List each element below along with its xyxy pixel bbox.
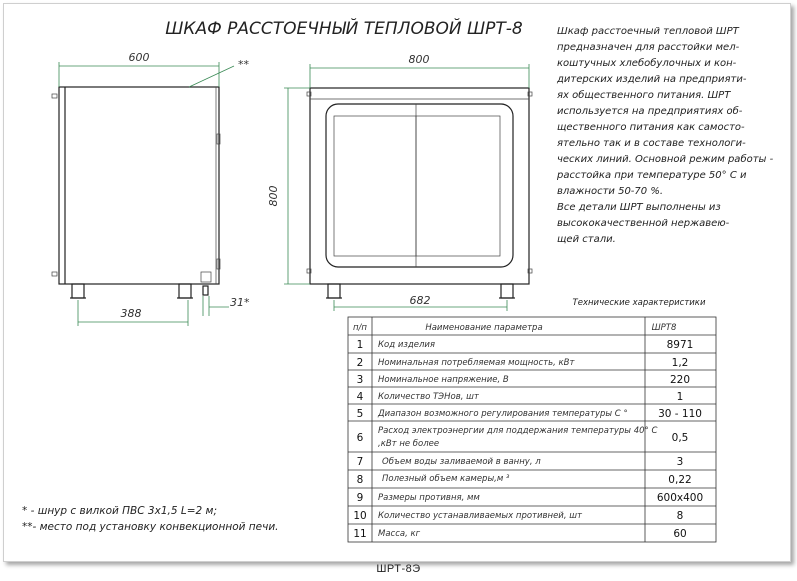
table-row-value: 60 — [673, 528, 687, 540]
description-block — [556, 26, 774, 245]
note-oven-place: **- место под установку конвекционной печи. — [22, 521, 279, 533]
description-line: ческих линий. Основной режим работы - — [557, 154, 774, 165]
dim-side-width: 600 — [128, 51, 150, 64]
table-row-number: 6 — [356, 432, 364, 444]
table-row-number: 7 — [356, 456, 364, 468]
table-row-value: 8971 — [666, 339, 694, 351]
table-row-number: 4 — [356, 391, 364, 403]
table-row-param: Номинальное напряжение, В — [378, 375, 509, 385]
description-line: влажности 50-70 %. — [557, 186, 663, 197]
table-row-value: 600х400 — [656, 492, 704, 504]
description-line: высококачественной нержавею- — [557, 218, 730, 229]
description-line: щественного питания как самосто- — [557, 122, 745, 133]
description-line: предназначен для расстойки мел- — [557, 42, 740, 53]
table-row-param: Объем воды заливаемой в ванну, л — [382, 457, 541, 467]
front-view — [307, 88, 532, 298]
table-row-value: 0,5 — [671, 432, 689, 444]
description-line: ях общественного питания. ШРТ — [557, 90, 731, 101]
table-row-param: Код изделия — [378, 340, 436, 350]
dim-plug-offset: 31* — [230, 296, 250, 309]
table-row-number: 10 — [353, 510, 367, 522]
table-row-value: 0,22 — [668, 474, 692, 486]
dim-note-mark: ** — [238, 58, 249, 71]
table-row-param: Масса, кг — [378, 529, 421, 539]
description-line: щей стали. — [557, 234, 616, 245]
table-header: ШРТ8 — [651, 323, 677, 333]
table-row-value: 8 — [676, 510, 684, 522]
dim-side-depth: 388 — [120, 307, 142, 320]
table-row-number: 1 — [356, 339, 364, 351]
table-row-param: Расход электроэнергии для поддержания температуры 40° С — [378, 426, 658, 436]
table-row-param: Полезный объем камеры,м ³ — [382, 474, 510, 484]
description-line: коштучных хлебобулочных и кон- — [557, 58, 737, 69]
spec-table — [348, 317, 716, 542]
table-row-value: 1,2 — [671, 357, 689, 369]
description-line: ятельно так и в составе технологи- — [557, 138, 746, 149]
table-header: п/п — [353, 323, 367, 333]
table-row-number: 2 — [356, 357, 364, 369]
side-view — [52, 87, 220, 298]
drawing-sheet — [3, 3, 791, 562]
table-row-number: 9 — [356, 492, 364, 504]
description-line: используется на предприятиях об- — [557, 106, 743, 117]
image-caption: ШРТ-8Э — [376, 563, 421, 575]
table-row-number: 8 — [356, 474, 364, 486]
dim-front-inner: 682 — [409, 294, 431, 307]
table-row-value: 30 - 110 — [658, 408, 702, 420]
note-cord: * - шнур с вилкой ПВС 3х1,5 L=2 м; — [22, 505, 217, 517]
table-row-param: Размеры противня, мм — [378, 493, 480, 503]
table-row-param: Количество ТЭНов, шт — [378, 392, 479, 402]
dim-height: 800 — [267, 185, 280, 207]
table-row-value: 220 — [669, 374, 691, 386]
technical-drawing — [4, 4, 790, 561]
table-row-value: 1 — [676, 391, 684, 403]
description-line: расстойка при температуре 50° С и — [557, 170, 747, 181]
front-dimensions — [267, 53, 529, 311]
table-row-param: Количество устанавливаемых противней, шт — [378, 511, 582, 521]
description-line: Все детали ШРТ выполнены из — [557, 202, 721, 213]
side-dimensions — [59, 51, 250, 326]
description-line: Шкаф расстоечный тепловой ШРТ — [557, 26, 739, 37]
table-header: Наименование параметра — [425, 323, 543, 333]
table-row-param: Номинальная потребляемая мощность, кВт — [378, 358, 575, 368]
table-row-value: 3 — [676, 456, 684, 468]
table-row-param: ,кВт не более — [378, 439, 440, 449]
drawing-title: ШКАФ РАССТОЕЧНЫЙ ТЕПЛОВОЙ ШРТ-8 — [165, 19, 523, 39]
table-row-number: 11 — [353, 528, 367, 540]
table-row-number: 3 — [356, 374, 364, 386]
dim-front-width: 800 — [408, 53, 430, 66]
table-row-param: Диапазон возможного регулирования температуры С ° — [378, 409, 628, 419]
table-caption: Технические характеристики — [572, 298, 706, 308]
table-row-number: 5 — [356, 408, 364, 420]
description-line: дитерских изделий на предприяти- — [557, 74, 747, 85]
